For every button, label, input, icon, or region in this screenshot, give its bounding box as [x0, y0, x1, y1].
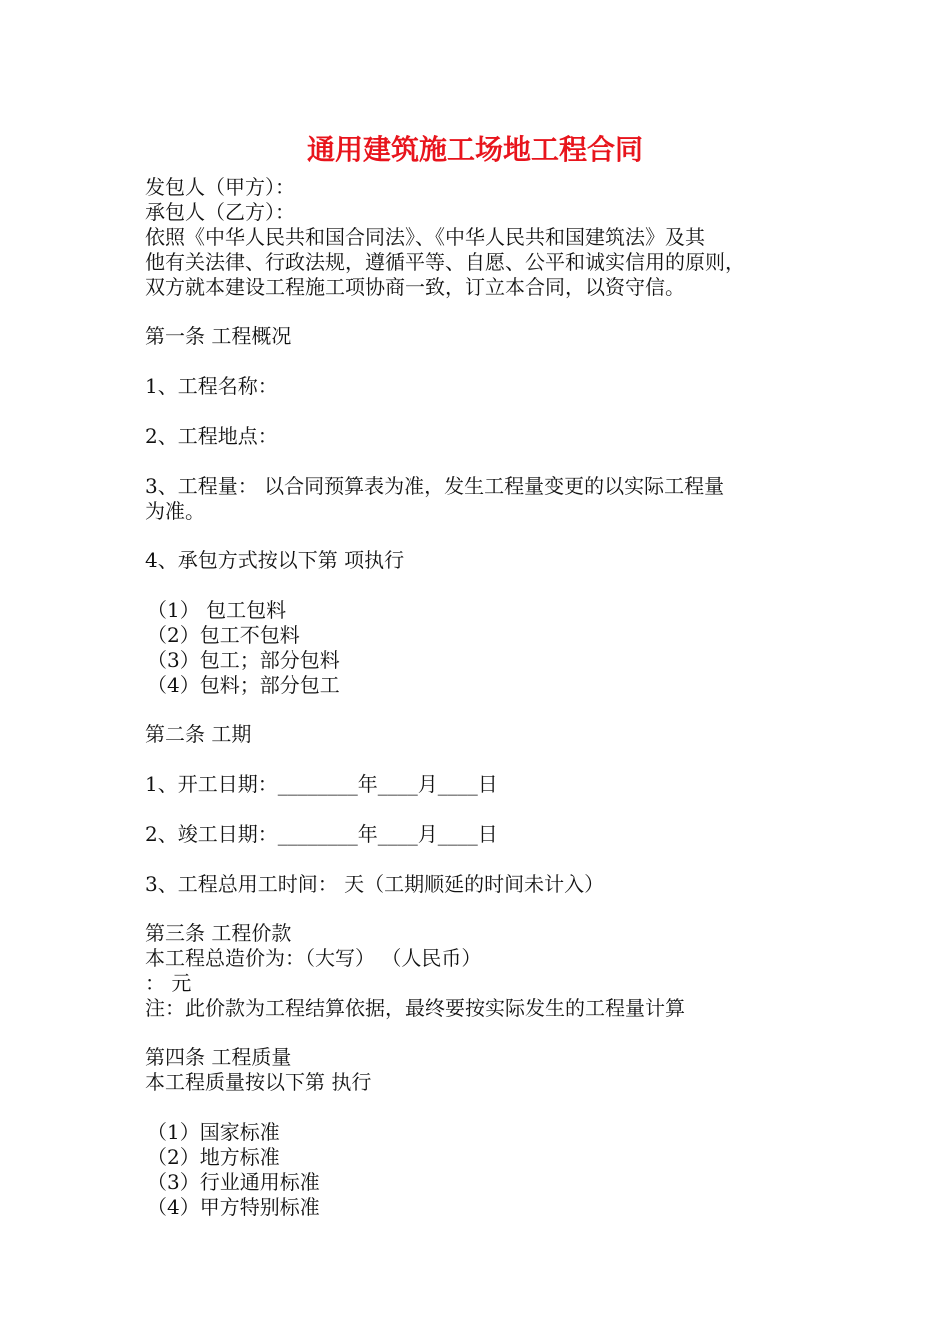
article3-heading: 第三条 工程价款	[145, 921, 292, 945]
quality-standard-option: （3）行业通用标准	[147, 1170, 320, 1194]
article1-heading: 第一条 工程概况	[145, 324, 292, 348]
preamble-line: 双方就本建设工程施工项协商一致，订立本合同，以资守信。	[145, 275, 685, 299]
total-price-line: 本工程总造价为：（大写） （人民币）	[145, 946, 482, 970]
quality-standard-option: （4）甲方特别标准	[147, 1195, 320, 1219]
project-name-field: 1、工程名称：	[145, 374, 278, 398]
contract-mode-option: （1） 包工包料	[147, 598, 287, 622]
completion-date-line: 2、竣工日期：________年____月____日	[145, 822, 498, 846]
party-b-label: 承包人（乙方）：	[145, 200, 295, 224]
quality-intro-line: 本工程质量按以下第 执行	[145, 1070, 372, 1094]
article2-heading: 第二条 工期	[145, 722, 252, 746]
total-duration-line: 3、工程总用工时间： 天（工期顺延的时间未计入）	[145, 872, 605, 896]
preamble-line: 他有关法律、行政法规，遵循平等、自愿、公平和诚实信用的原则，	[145, 250, 745, 274]
project-location-field: 2、工程地点：	[145, 424, 278, 448]
contract-mode-option: （2）包工不包料	[147, 623, 300, 647]
document-title: 通用建筑施工场地工程合同	[306, 133, 643, 166]
start-date-line: 1、开工日期：________年____月____日	[145, 772, 498, 796]
project-quantity-line: 为准。	[145, 499, 205, 523]
preamble-line: 依照《中华人民共和国合同法》、《中华人民共和国建筑法》及其	[145, 225, 705, 249]
party-a-label: 发包人（甲方）：	[145, 175, 295, 199]
article4-heading: 第四条 工程质量	[145, 1045, 292, 1069]
quality-standard-option: （1）国家标准	[147, 1120, 280, 1144]
contract-mode-line: 4、承包方式按以下第 项执行	[145, 548, 405, 572]
project-quantity-line: 3、工程量： 以合同预算表为准，发生工程量变更的以实际工程量	[145, 474, 725, 498]
contract-mode-option: （4）包料；部分包工	[147, 673, 340, 697]
contract-mode-option: （3）包工；部分包料	[147, 648, 340, 672]
price-note: 注：此价款为工程结算依据，最终要按实际发生的工程量计算	[145, 996, 685, 1020]
total-price-unit-line: ： 元	[145, 971, 192, 995]
quality-standard-option: （2）地方标准	[147, 1145, 280, 1169]
